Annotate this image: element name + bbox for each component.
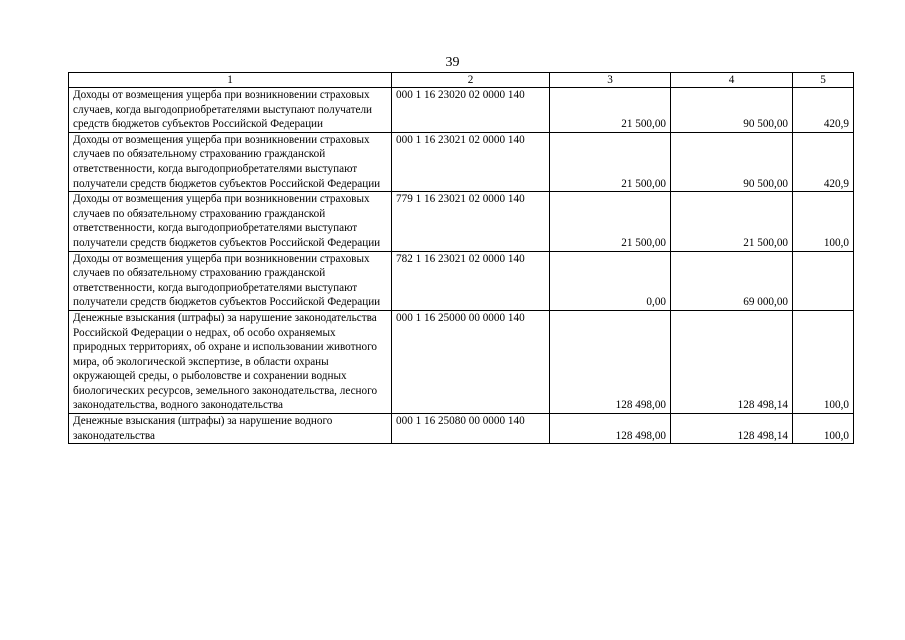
column-header: 3 <box>550 73 671 88</box>
row-col5-percent: 420,9 <box>793 132 854 191</box>
row-description: Денежные взыскания (штрафы) за нарушение законодательства Российской Федерации о недрах, об особо охраняемых природных территориях, об охране и использовании животного мира, об экологической экспертизе, в области охраны окружающей среды, о рыболовстве и сохранении водных биологических ресурсов, земельного законодательства, лесного законодательства, водного законодательства <box>69 310 392 413</box>
row-col4-value: 90 500,00 <box>671 132 793 191</box>
row-col5-percent <box>793 251 854 310</box>
revenue-table <box>68 72 854 444</box>
page-number: 39 <box>445 55 460 70</box>
row-col3-value: 21 500,00 <box>550 88 671 133</box>
row-description: Доходы от возмещения ущерба при возникновении страховых случаев, когда выгодоприобретателями выступают получатели средств бюджетов субъектов Российской Федерации <box>69 88 392 133</box>
row-description: Доходы от возмещения ущерба при возникновении страховых случаев по обязательному страхованию гражданской ответственности, когда выгодоприобретателями выступают получатели средств бюджетов субъектов Российской Федерации <box>69 192 392 251</box>
table-row <box>69 251 854 310</box>
row-col4-value: 90 500,00 <box>671 88 793 133</box>
row-col4-value: 21 500,00 <box>671 192 793 251</box>
row-col5-percent: 100,0 <box>793 414 854 444</box>
row-budget-code: 000 1 16 23021 02 0000 140 <box>392 132 550 191</box>
column-header: 5 <box>793 73 854 88</box>
row-col4-value: 69 000,00 <box>671 251 793 310</box>
row-budget-code: 000 1 16 23020 02 0000 140 <box>392 88 550 133</box>
table-row <box>69 192 854 251</box>
row-col4-value: 128 498,14 <box>671 414 793 444</box>
row-col5-percent: 100,0 <box>793 310 854 413</box>
table-row <box>69 414 854 444</box>
row-description: Доходы от возмещения ущерба при возникновении страховых случаев по обязательному страхованию гражданской ответственности, когда выгодоприобретателями выступают получатели средств бюджетов субъектов Российской Федерации <box>69 132 392 191</box>
column-header: 4 <box>671 73 793 88</box>
row-budget-code: 782 1 16 23021 02 0000 140 <box>392 251 550 310</box>
row-col4-value: 128 498,14 <box>671 310 793 413</box>
column-header: 1 <box>69 73 392 88</box>
row-col5-percent: 100,0 <box>793 192 854 251</box>
row-col3-value: 21 500,00 <box>550 192 671 251</box>
row-col5-percent: 420,9 <box>793 88 854 133</box>
table-row <box>69 132 854 191</box>
table-row <box>69 310 854 413</box>
row-col3-value: 0,00 <box>550 251 671 310</box>
row-col3-value: 128 498,00 <box>550 414 671 444</box>
row-description: Денежные взыскания (штрафы) за нарушение водного законодательства <box>69 414 392 444</box>
row-budget-code: 779 1 16 23021 02 0000 140 <box>392 192 550 251</box>
row-description: Доходы от возмещения ущерба при возникновении страховых случаев по обязательному страхованию гражданской ответственности, когда выгодоприобретателями выступают получатели средств бюджетов субъектов Российской Федерации <box>69 251 392 310</box>
row-budget-code: 000 1 16 25000 00 0000 140 <box>392 310 550 413</box>
row-col3-value: 128 498,00 <box>550 310 671 413</box>
row-budget-code: 000 1 16 25080 00 0000 140 <box>392 414 550 444</box>
column-header: 2 <box>392 73 550 88</box>
table-header-row <box>69 73 854 88</box>
row-col3-value: 21 500,00 <box>550 132 671 191</box>
table-row <box>69 88 854 133</box>
